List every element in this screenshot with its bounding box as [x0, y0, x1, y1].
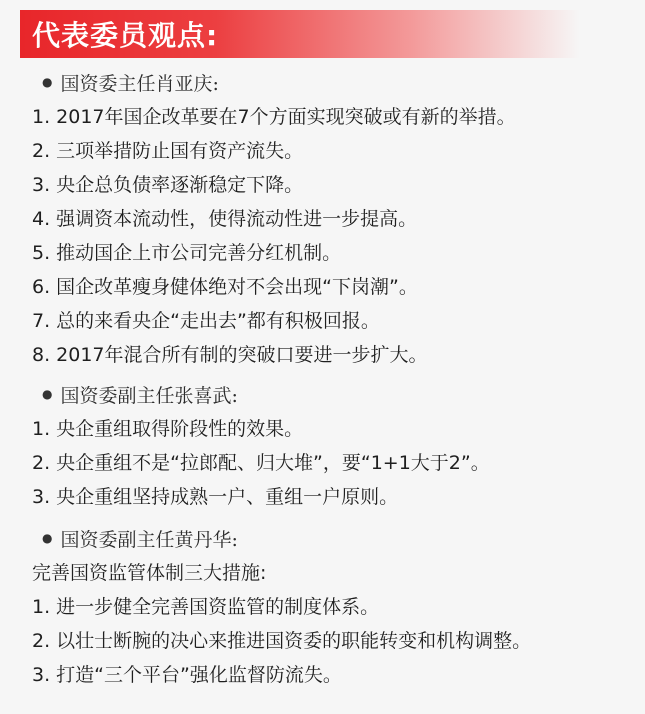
list-item: 7. 总的来看央企“走出去”都有积极回报。 — [32, 310, 380, 332]
title-banner — [20, 10, 580, 58]
section-heading — [32, 376, 632, 412]
list-item: 2. 以壮士断腕的决心来推进国资委的职能转变和机构调整。 — [32, 630, 532, 652]
bullet-icon: ● — [42, 387, 53, 401]
section-heading — [32, 520, 632, 556]
list-item: 3. 央企重组坚持成熟一户、重组一户原则。 — [32, 486, 399, 508]
list-item: 1. 进一步健全完善国资监管的制度体系。 — [32, 596, 380, 618]
bullet-icon: ● — [42, 531, 53, 545]
page-title: 代表委员观点: — [32, 19, 219, 52]
list-item: 1. 2017年国企改革要在7个方面实现突破或有新的举措。 — [32, 106, 516, 128]
list-item: 1. 央企重组取得阶段性的效果。 — [32, 418, 304, 440]
list-item: 3. 央企总负债率逐渐稳定下降。 — [32, 174, 304, 196]
list-item: 3. 打造“三个平台”强化监督防流失。 — [32, 664, 342, 686]
section-heading-text: 国资委副主任张喜武: — [60, 384, 238, 407]
content — [32, 64, 632, 692]
section-heading-text: 国资委主任肖亚庆: — [60, 72, 219, 95]
list-item: 5. 推动国企上市公司完善分红机制。 — [32, 242, 342, 264]
section-heading-text: 国资委副主任黄丹华: — [60, 528, 238, 551]
section-intro: 完善国资监管体制三大措施: — [32, 562, 267, 584]
list-item: 4. 强调资本流动性，使得流动性进一步提高。 — [32, 208, 418, 230]
list-item: 2. 三项举措防止国有资产流失。 — [32, 140, 304, 162]
bullet-icon: ● — [42, 75, 53, 89]
list-item: 6. 国企改革瘦身健体绝对不会出现“下岗潮”。 — [32, 276, 418, 298]
list-item: 2. 央企重组不是“拉郎配、归大堆”，要“1+1大于2”。 — [32, 452, 490, 474]
list-item: 8. 2017年混合所有制的突破口要进一步扩大。 — [32, 344, 428, 366]
section-heading — [32, 64, 632, 100]
